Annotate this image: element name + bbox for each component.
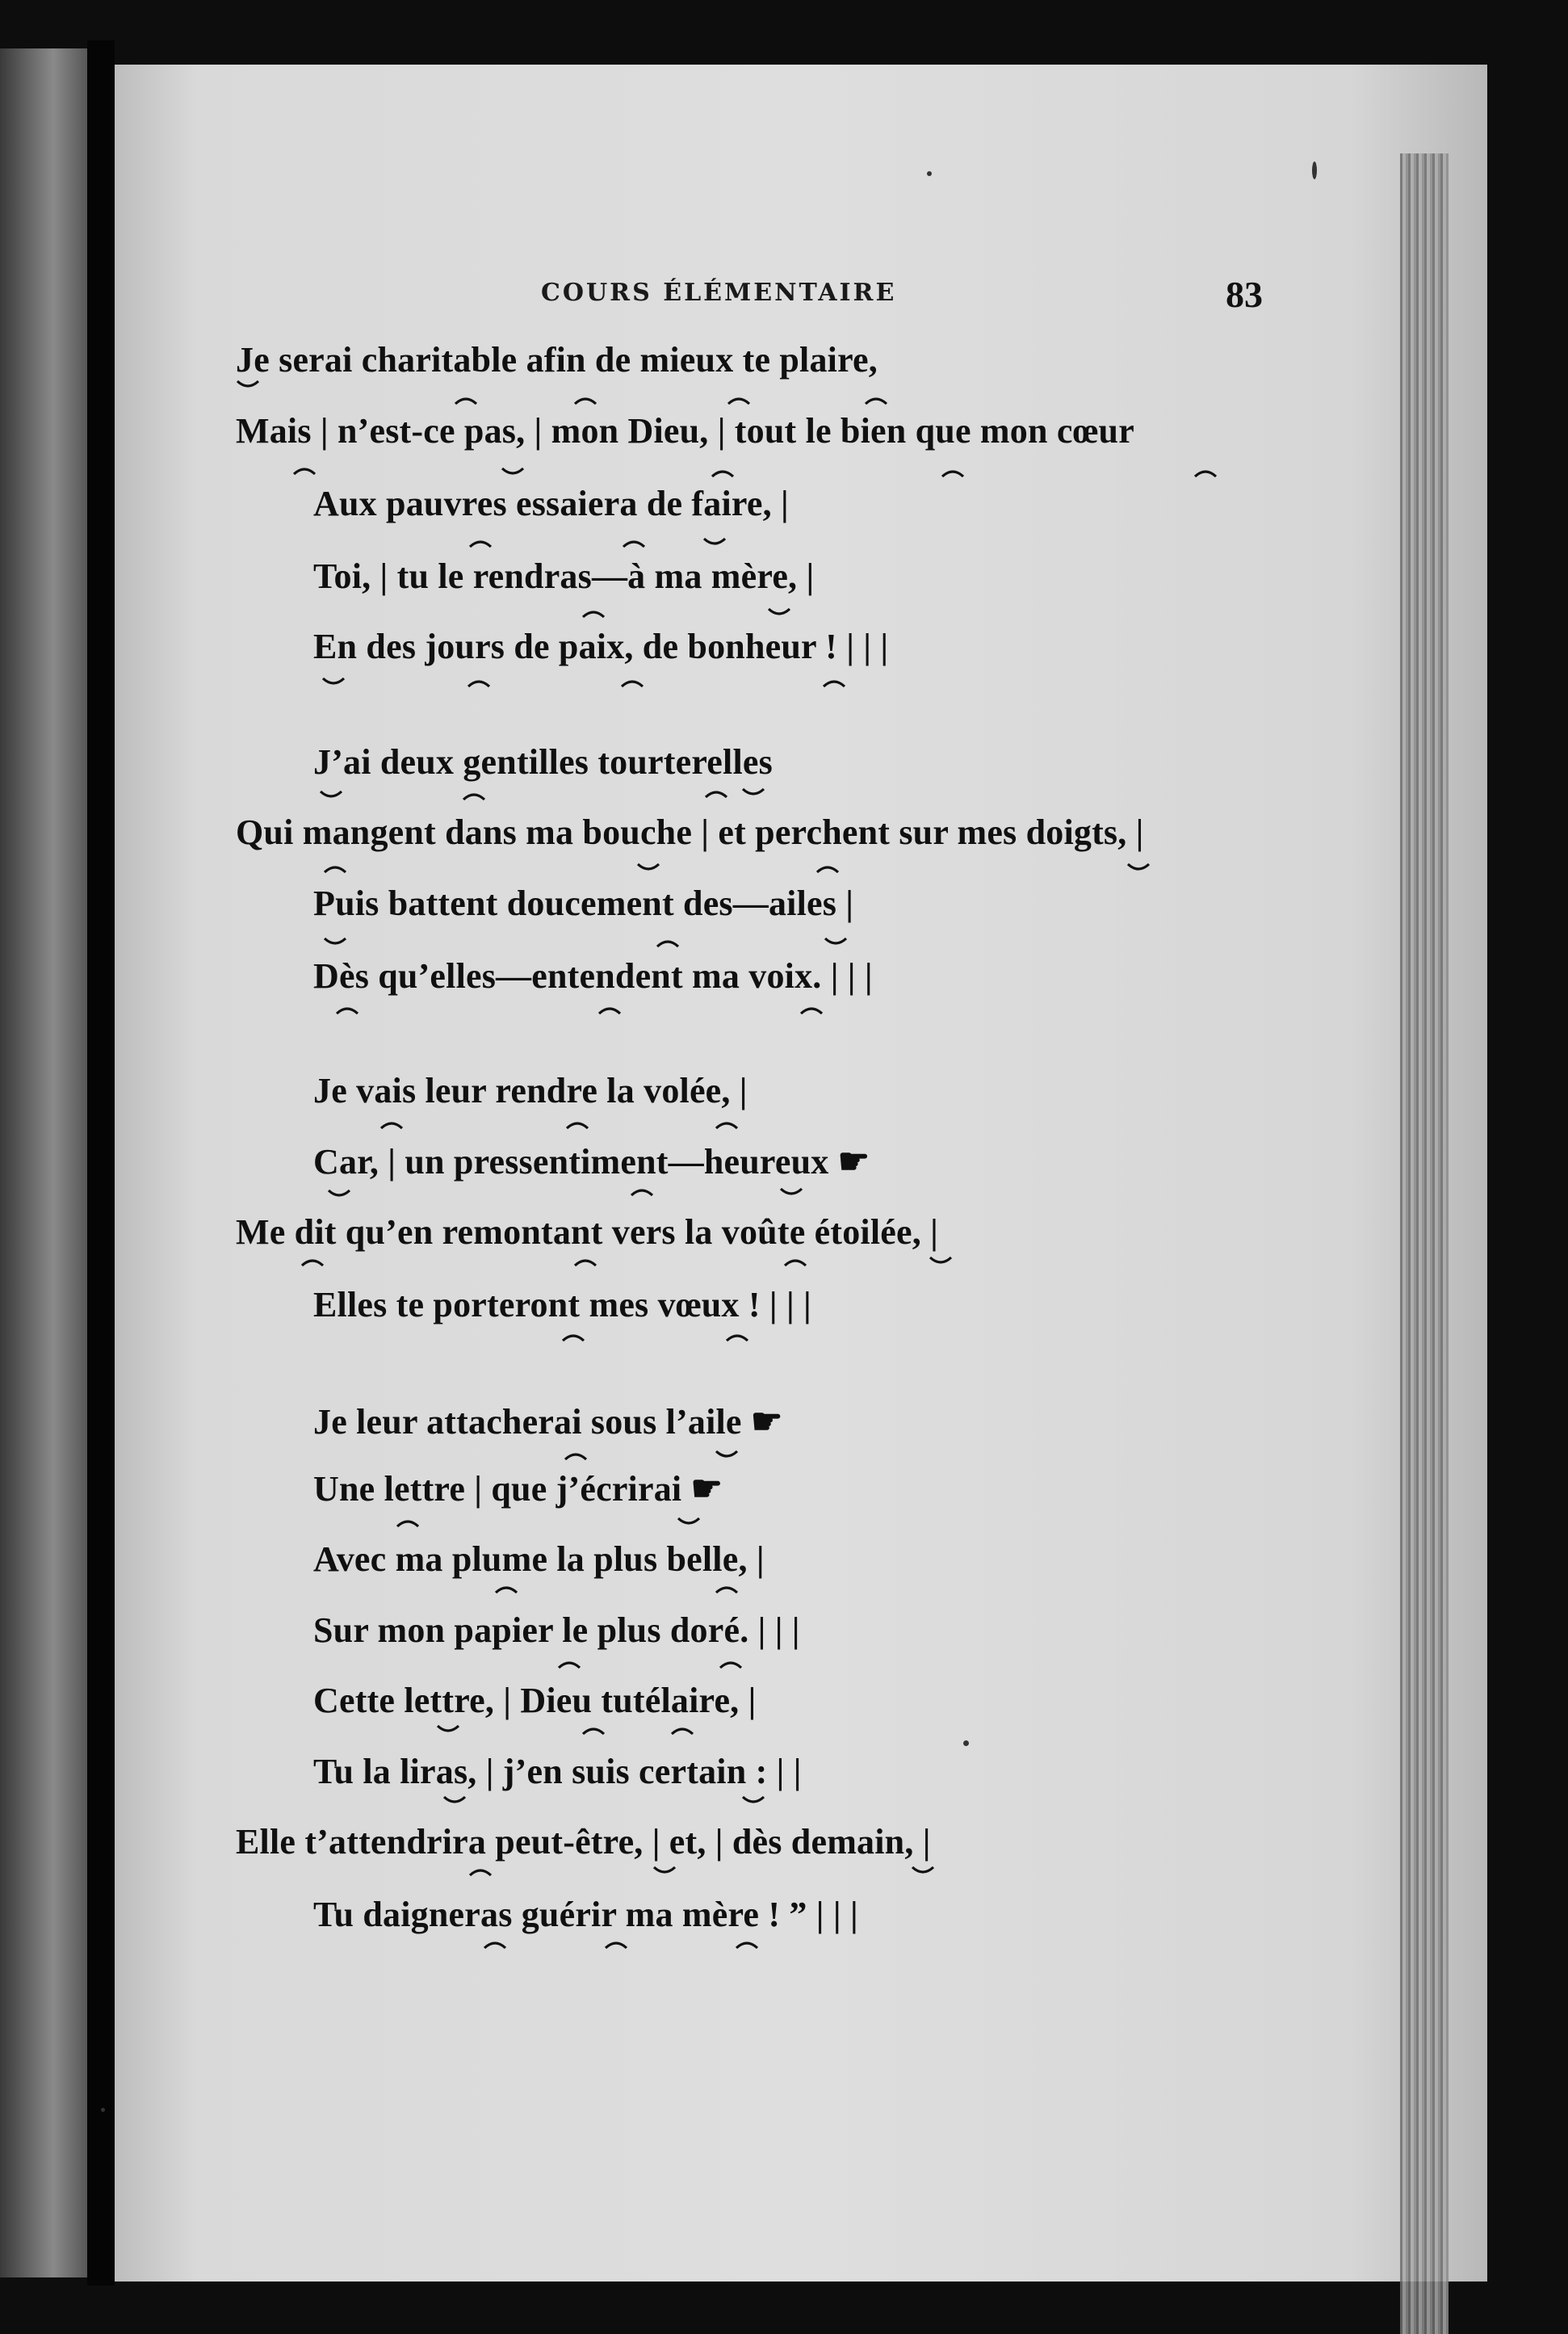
scan-speck <box>927 171 932 176</box>
liaison-arc-mark <box>630 1186 654 1197</box>
liaison-arc-mark <box>597 1004 622 1015</box>
liaison-arc-mark <box>561 1331 585 1342</box>
book-gutter <box>87 40 115 2286</box>
verse-line: En des jours de paix, de bonheur ! | | | <box>313 627 889 666</box>
breath-curve-mark <box>741 787 765 799</box>
liaison-arc-mark <box>573 394 597 405</box>
liaison-arc-mark <box>941 467 965 478</box>
liaison-arc-mark <box>483 1938 507 1950</box>
breath-curve-mark <box>327 1189 351 1200</box>
verse-line: Cette lettre, | Dieu tutélaire, | <box>313 1681 757 1720</box>
running-head: COURS ÉLÉMENTAIRE <box>541 279 897 307</box>
facing-page-edge <box>0 48 89 2277</box>
breath-curve-mark <box>442 1795 467 1807</box>
liaison-arc-mark <box>822 677 846 688</box>
liaison-arc-mark <box>564 1450 588 1461</box>
verse-line: Je leur attacherai sous l’aile ☛ <box>313 1402 783 1442</box>
liaison-arc-mark <box>581 1724 606 1736</box>
liaison-arc-mark <box>815 863 840 874</box>
liaison-arc-mark <box>604 1938 628 1950</box>
verse-line: Elle t’attendrira peut-être, | et, | dès demain, | <box>236 1822 931 1862</box>
verse-line: Aux pauvres essaiera de faire, | <box>313 484 789 523</box>
verse-line: Avec ma plume la plus belle, | <box>313 1539 765 1579</box>
liaison-arc-mark <box>704 787 728 799</box>
breath-curve-mark <box>741 1795 765 1807</box>
verse-line: Je serai charitable afin de mieux te plaire, <box>236 340 878 380</box>
liaison-arc-mark <box>467 677 491 688</box>
breath-curve-mark <box>715 1450 739 1461</box>
liaison-arc-mark <box>727 394 751 405</box>
liaison-arc-mark <box>656 937 680 948</box>
liaison-arc-mark <box>292 464 317 476</box>
page-number: 83 <box>1226 274 1263 315</box>
liaison-arc-mark <box>864 394 888 405</box>
liaison-arc-mark <box>557 1658 581 1669</box>
verse-line: Car, | un pressentiment—heureux ☛ <box>313 1142 870 1182</box>
breath-curve-mark <box>1126 863 1151 874</box>
liaison-arc-mark <box>335 1004 359 1015</box>
liaison-arc-mark <box>494 1583 518 1594</box>
verse-line: Sur mon papier le plus doré. | | | <box>313 1610 800 1650</box>
verse-line: Puis battent doucement des—ailes | <box>313 884 854 923</box>
liaison-arc-mark <box>620 677 644 688</box>
breath-curve-mark <box>436 1724 460 1736</box>
liaison-arc-mark <box>719 1658 743 1669</box>
verse-line: Tu la liras, | j’en suis certain : | | <box>313 1752 802 1791</box>
breath-curve-mark <box>319 790 343 801</box>
liaison-arc-mark <box>670 1724 694 1736</box>
breath-curve-mark <box>929 1256 953 1267</box>
verse-line: Elles te porteront mes vœux ! | | | <box>313 1285 811 1324</box>
liaison-arc-mark <box>735 1938 759 1950</box>
liaison-arc-mark <box>622 537 646 548</box>
verse-line: Toi, | tu le rendras—à ma mère, | <box>313 556 815 596</box>
scan-speck <box>1312 162 1317 179</box>
verse-line: Une lettre | que j’écrirai ☛ <box>313 1469 723 1509</box>
liaison-arc-mark <box>715 1583 739 1594</box>
liaison-arc-mark <box>711 467 735 478</box>
scan-speck <box>963 1740 969 1746</box>
liaison-arc-mark <box>725 1331 749 1342</box>
verse-line: Me dit qu’en remontant vers la voûte étoilée, | <box>236 1212 938 1252</box>
liaison-arc-mark <box>396 1517 420 1528</box>
breath-curve-mark <box>636 863 660 874</box>
breath-curve-mark <box>702 537 727 548</box>
breath-curve-mark <box>501 467 525 478</box>
breath-curve-mark <box>767 607 791 619</box>
liaison-arc-mark <box>581 607 606 619</box>
breath-curve-mark <box>911 1866 935 1877</box>
verse-line: Je vais leur rendre la volée, | <box>313 1071 748 1110</box>
breath-curve-mark <box>824 937 848 948</box>
breath-curve-mark <box>677 1517 701 1528</box>
liaison-arc-mark <box>799 1004 824 1015</box>
liaison-arc-mark <box>454 394 478 405</box>
verse-line: Qui mangent dans ma bouche | et perchent sur mes doigts, | <box>236 812 1144 852</box>
liaison-arc-mark <box>468 537 493 548</box>
scan-speck <box>101 2108 105 2112</box>
liaison-arc-mark <box>573 1256 597 1267</box>
liaison-arc-mark <box>379 1119 404 1130</box>
liaison-arc-mark <box>323 863 347 874</box>
liaison-arc-mark <box>783 1256 807 1267</box>
liaison-arc-mark <box>715 1119 739 1130</box>
liaison-arc-mark <box>468 1866 493 1877</box>
liaison-arc-mark <box>565 1119 589 1130</box>
breath-curve-mark <box>321 677 346 688</box>
breath-curve-mark <box>236 380 260 391</box>
breath-curve-mark <box>652 1866 677 1877</box>
liaison-arc-mark <box>1193 467 1218 478</box>
verse-line: Dès qu’elles—entendent ma voix. | | | <box>313 956 873 996</box>
breath-curve-mark <box>323 937 347 948</box>
verse-line: J’ai deux gentilles tourterelles <box>313 742 773 782</box>
verse-line: Mais | n’est-ce pas, | mon Dieu, | tout le bien que mon cœur <box>236 411 1134 451</box>
breath-curve-mark <box>779 1187 803 1198</box>
verse-line: Tu daigneras guérir ma mère ! ” | | | <box>313 1895 858 1934</box>
liaison-arc-mark <box>300 1256 325 1267</box>
liaison-arc-mark <box>462 790 486 801</box>
page-stack-edge <box>1400 153 1449 2334</box>
